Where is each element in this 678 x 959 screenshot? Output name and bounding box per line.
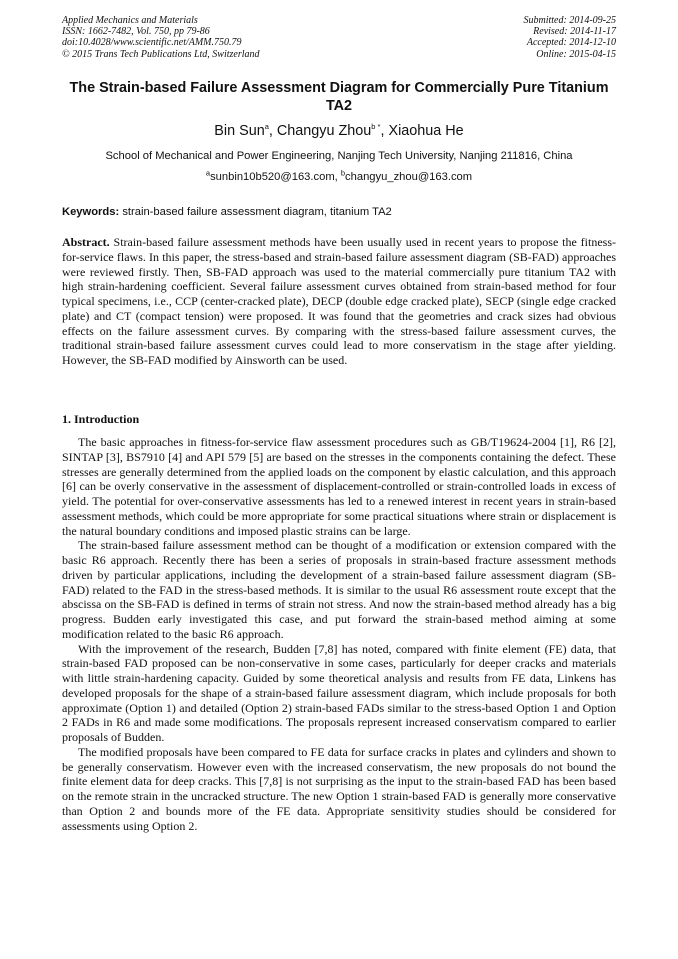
author-mark: b * bbox=[371, 122, 381, 132]
author-emails: $^a$sunbin10b520@163.com, $^b$changyu_zhou@163.com bbox=[205, 168, 473, 183]
online-date: Online: 2015-04-15 bbox=[536, 48, 616, 60]
author-mark: a bbox=[264, 122, 269, 132]
email-mark: b bbox=[340, 168, 346, 178]
paragraph: The basic approaches in fitness-for-service flaw assessment procedures such as GB/T19624-2004 [1], R6 [2], SINTAP [3], BS7910 [4] and API 579 [5] are based on the stresses in the components containing the defect. These stresses are generally determined from the applied loads on the component by elastic calculation, and this approach [6] can be overly conservative in the assessment of displacement-controlled or strain-controlled loads in excess of yield. The potential for over-conservative assessments has led to a renewed interest in recent years in strain-based assessment methods, which could be more appropriate for some practical situations where strain or displacement is the natural boundary conditions and imposed plastic strains can be large. bbox=[62, 435, 616, 538]
author-name: Bin Sun bbox=[214, 123, 265, 139]
journal-name: Applied Mechanics and Materials bbox=[62, 15, 198, 26]
paragraph: The strain-based failure assessment method can be thought of a modification or extension compared with the basic R6 approach. Recently there has been a series of proposals in strain-based fracture assessment methods driven by particular applications, including the development of a strain-based failure assessment diagram (SB-FAD) related to the FAD in the stress-based methods. It is similar to the usual R6 assessment route except that the abscissa on the SB-FAD is defined in terms of strain not stress. And now the strain-based method already has a big progress. Budden early investigated this case, and put forward the strain-based method aiming at some modification related to the basic R6 approach. bbox=[62, 538, 616, 641]
copyright: © 2015 Trans Tech Publications Ltd, Switzerland bbox=[62, 48, 260, 60]
keywords-text: strain-based failure assessment diagram, titanium TA2 bbox=[122, 206, 392, 218]
accepted-date: Accepted: 2014-12-10 bbox=[526, 37, 616, 49]
doi[interactable]: doi:10.4028/www.scientific.net/AMM.750.79 bbox=[62, 37, 242, 49]
author-list: Bin Sun$^a$, Changyu Zhou$^{b *}$, Xiaohua He bbox=[214, 122, 464, 139]
section-heading: 1. Introduction bbox=[62, 412, 140, 426]
journal-header bbox=[62, 15, 616, 60]
author-name: Xiaohua He bbox=[388, 123, 464, 139]
keywords bbox=[62, 205, 616, 219]
email-address[interactable]: sunbin10b520@163.com bbox=[210, 171, 335, 183]
keywords-label: Keywords: bbox=[62, 206, 120, 218]
affiliation: School of Mechanical and Power Engineering, Nanjing Tech University, Nanjing 211816, China bbox=[105, 150, 573, 162]
section-body bbox=[62, 435, 616, 833]
email-mark: a bbox=[205, 168, 211, 178]
abstract-label: Abstract. bbox=[62, 235, 110, 249]
publication-dates bbox=[524, 15, 617, 60]
revised-date: Revised: 2014-11-17 bbox=[533, 26, 616, 38]
paragraph: The modified proposals have been compared to FE data for surface cracks in plates and cylinders and shown to be generally conservatism. However even with the increased conservatism, the new proposals do not bound the finite element data for deep cracks. This [7,8] is not surprising as the input to the strain-based FAD has been based on the remote strain in the uncracked structure. The new Option 1 strain-based FAD is generally more conservative than Option 2 and bounds more of the FE data. Appropriate sensitivity studies should be considered for assessments using Option 2. bbox=[62, 744, 616, 833]
issn-volume: ISSN: 1662-7482, Vol. 750, pp 79-86 bbox=[62, 26, 210, 38]
email-address[interactable]: changyu_zhou@163.com bbox=[345, 171, 473, 183]
submitted-date: Submitted: 2014-09-25 bbox=[523, 15, 616, 26]
journal-info bbox=[62, 15, 260, 60]
paragraph: With the improvement of the research, Budden [7,8] has noted, compared with finite element (FE) data, that strain-based FAD proposed can be non-conservative in some cases, particularly for deeper cracks and materials with little strain-hardening capacity. Guided by some theoretical analysis and results from FE data, Linkens has developed proposals for the shape of a strain-based failure assessment diagram, which include proposals for both approximate (Option 1) and detailed (Option 2) strain-based FADs similar to the stress-based Option 1 and Option 2 FADs in R6 and made some modifications. The proposals represent increased conservatism compared to earlier proposals of Budden. bbox=[62, 641, 616, 744]
abstract-text: Strain-based failure assessment methods have been usually used in recent years to propose the fitness-for-service flaws. In this paper, the stress-based and strain-based failure assessment diagram (SB-FAD) approaches were reviewed firstly. Then, SB-FAD approach was used to the material commercially pure titanium TA2 with high strain-hardening coefficient. Several failure assessment curves obtained from strain-based method for four typical specimens, i.e., CCP (center-cracked plate), DECP (double edge cracked plate), SECP (single edge cracked plate) and CT (compact tension) were proposed. It was found that the geometries and crack sizes had obvious effects on the failure assessment curves. By comparing with the stress-based failure assessment curves, the traditional strain-based failure assessment curves could lead to more conservatism in the stage after yielding. However, the SB-FAD modified by Ainsworth can be used. bbox=[62, 235, 616, 367]
paper-title: The Strain-based Failure Assessment Diagram for Commercially Pure Titanium TA2 bbox=[69, 80, 609, 114]
author-name: Changyu Zhou bbox=[276, 123, 372, 139]
abstract bbox=[62, 235, 616, 368]
